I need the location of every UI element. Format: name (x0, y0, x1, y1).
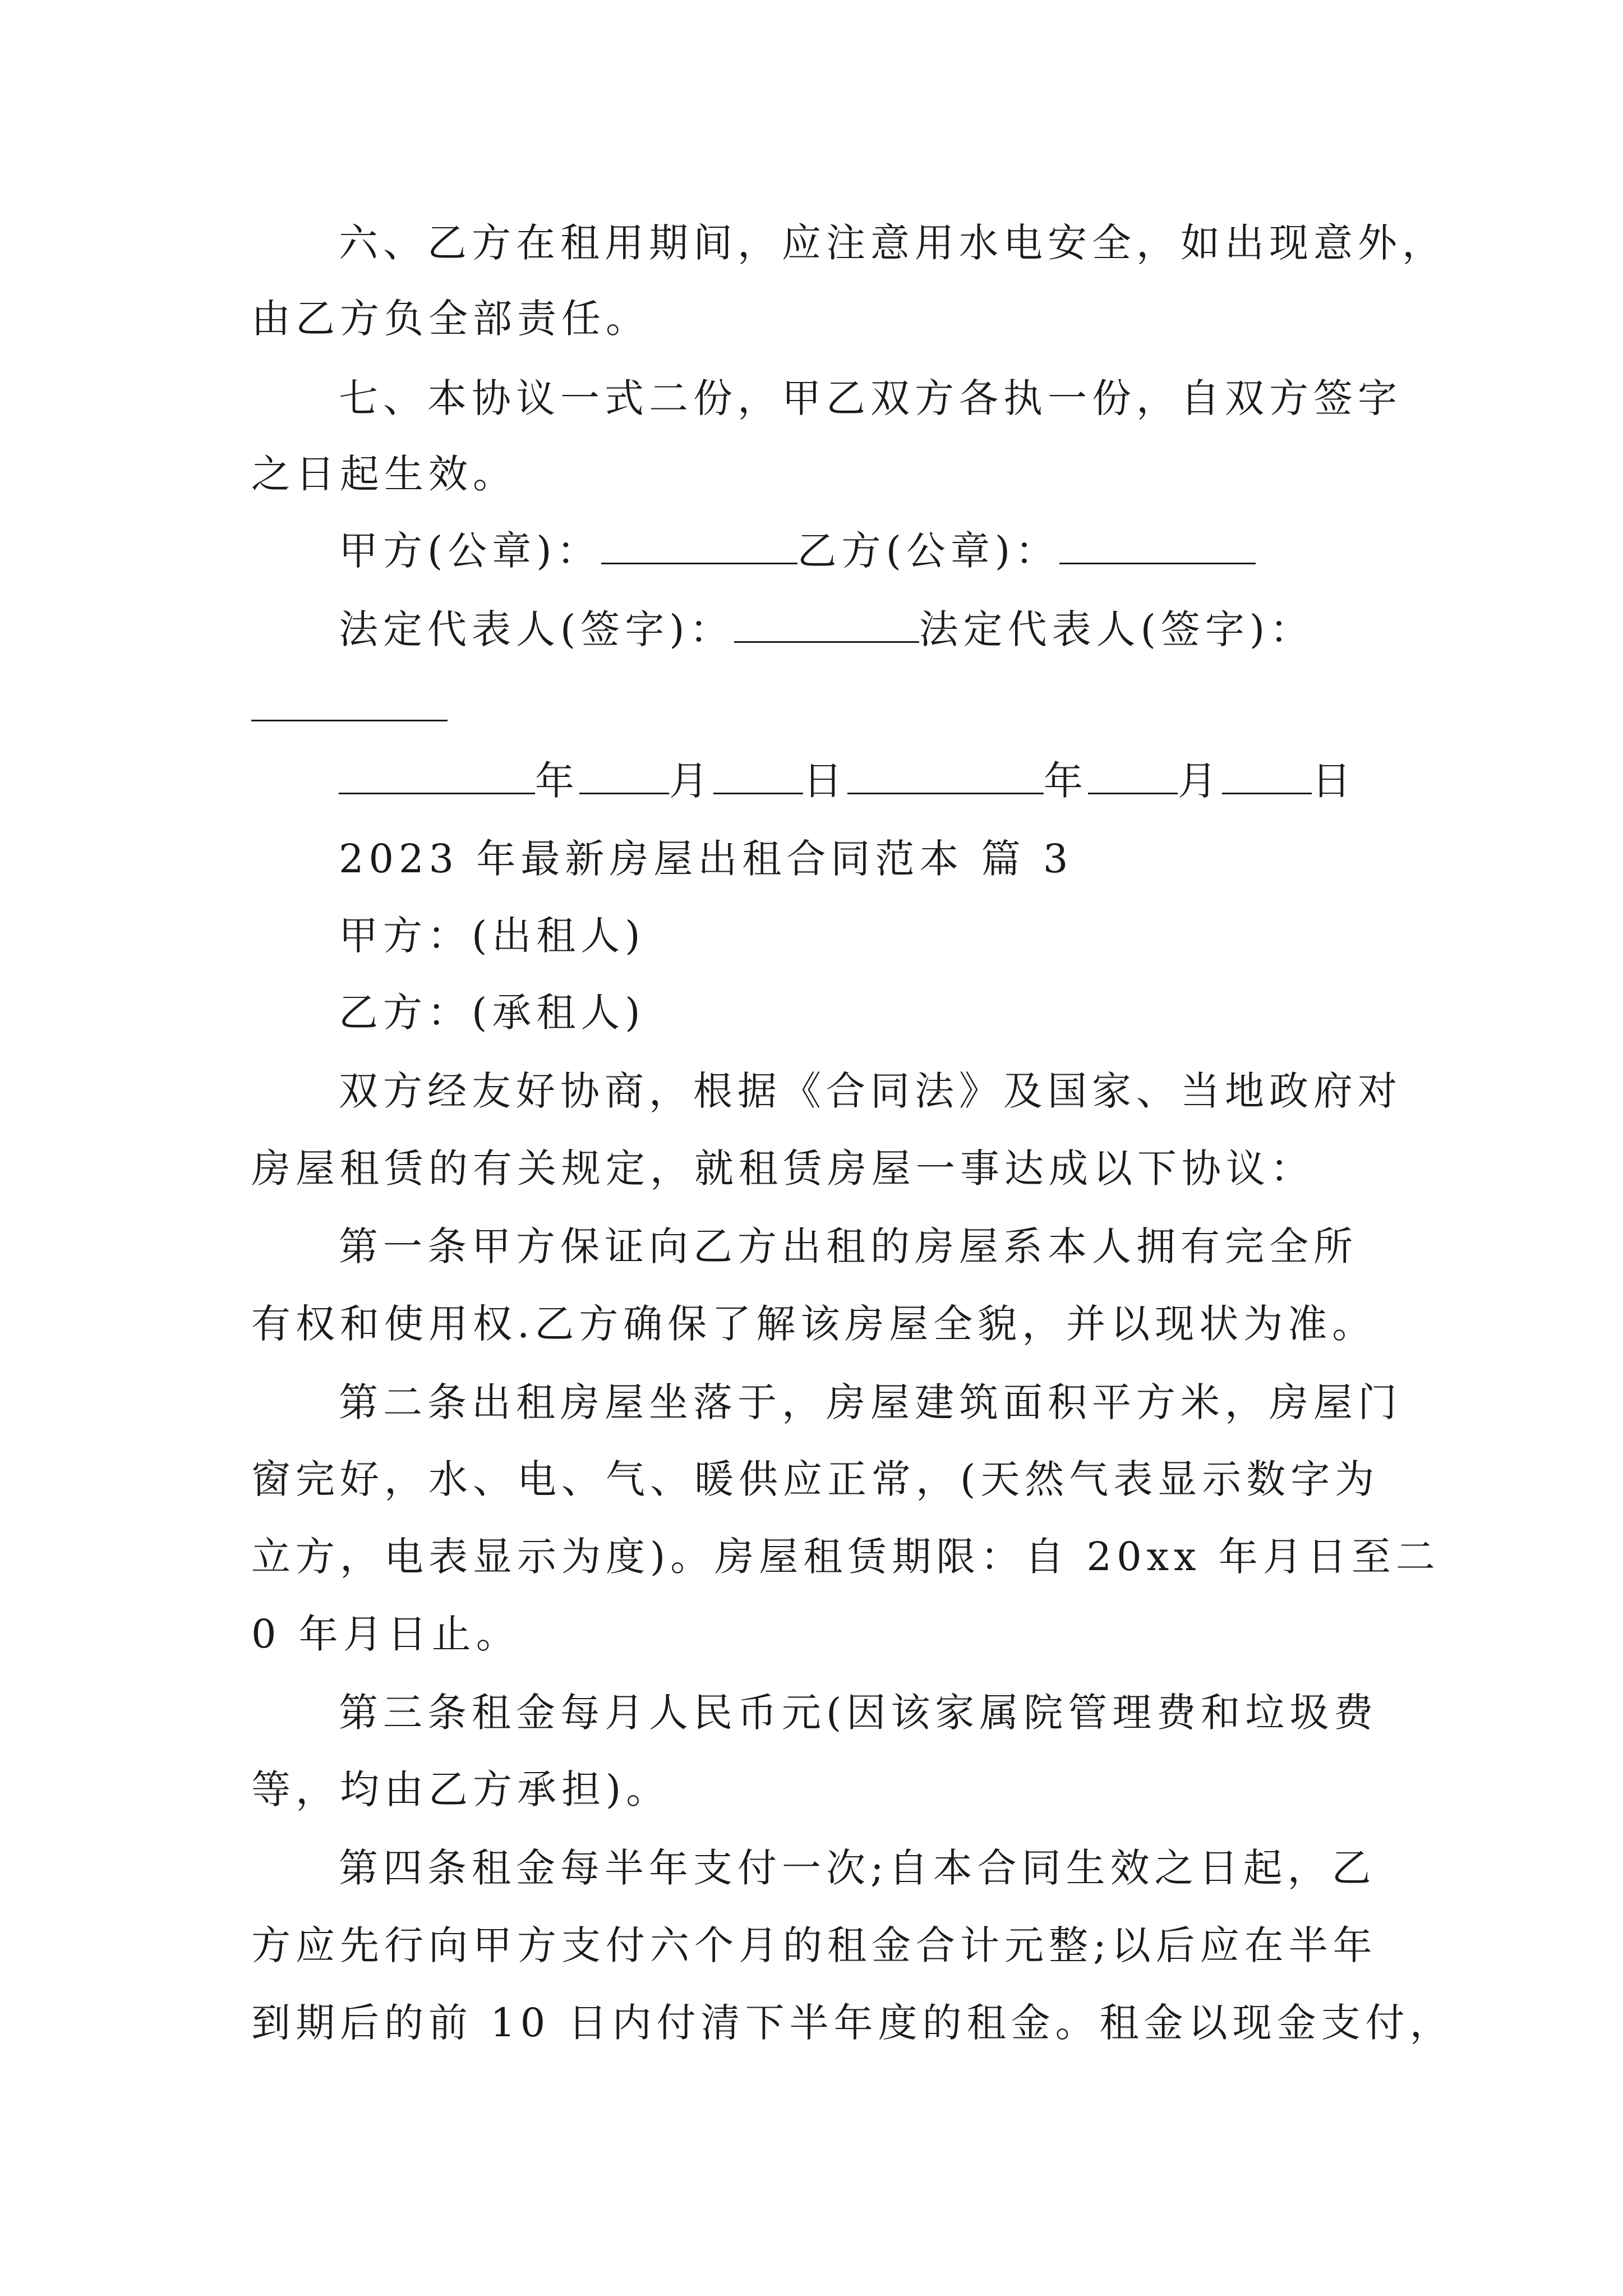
article-three-line-2: 等，均由乙方承担)。 (251, 1766, 671, 1812)
clause-seven-line-2: 之日起生效。 (251, 451, 517, 497)
article-one-line-2: 有权和使用权.乙方确保了解该房屋全貌，并以现状为准。 (251, 1301, 1377, 1347)
intro-line-2: 房屋租赁的有关规定，就租赁房屋一事达成以下协议： (251, 1145, 1315, 1191)
party-b-seal-blank (1059, 530, 1256, 564)
date-b-year: 年 (1044, 758, 1088, 804)
party-a-seal-label: 甲方(公章)： (339, 528, 601, 574)
date-line (339, 758, 1356, 804)
clause-six-line-1: 六、乙方在租用期间，应注意用水电安全，如出现意外， (339, 220, 1446, 266)
date-a-year: 年 (535, 758, 579, 804)
article-two-line-3: 立方，电表显示为度)。房屋租赁期限：自 20xx 年月日至二 (251, 1534, 1440, 1580)
article-one-line-1: 第一条甲方保证向乙方出租的房屋系本人拥有完全所 (339, 1223, 1358, 1269)
article-four-line-3: 到期后的前 10 日内付清下半年度的租金。租金以现金支付， (251, 2000, 1454, 2046)
legal-rep-b-blank-line (251, 687, 448, 728)
legal-rep-label-b: 法定代表人(签字)： (919, 606, 1315, 652)
article-four-line-1: 第四条租金每半年支付一次;自本合同生效之日起，乙 (339, 1845, 1376, 1891)
date-b-day-blank (1222, 760, 1312, 794)
clause-six-line-2: 由乙方负全部责任。 (251, 296, 650, 342)
article-two-line-4: 0 年月日止。 (251, 1611, 520, 1657)
clause-seven-line-1: 七、本协议一式二份，甲乙双方各执一份，自双方签字 (339, 375, 1402, 421)
date-a-year-blank (339, 760, 535, 794)
article-two-line-1: 第二条出租房屋坐落于，房屋建筑面积平方米，房屋门 (339, 1379, 1402, 1425)
party-b-seal-label: 乙方(公章)： (797, 528, 1060, 574)
article-three-line-1: 第三条租金每月人民币元(因该家属院管理费和垃圾费 (339, 1690, 1378, 1736)
date-a-day-blank (713, 760, 803, 794)
article-four-line-2: 方应先行向甲方支付六个月的租金合计元整;以后应在半年 (251, 1922, 1377, 1968)
date-b-year-blank (847, 760, 1044, 794)
party-b-line: 乙方：(承租人) (339, 990, 645, 1036)
date-b-month: 月 (1178, 758, 1222, 804)
article-two-line-2: 窗完好，水、电、气、暖供应正常，(天然气表显示数字为 (251, 1456, 1380, 1502)
legal-rep-a-blank (734, 609, 919, 643)
intro-line-1: 双方经友好协商，根据《合同法》及国家、当地政府对 (339, 1068, 1402, 1114)
date-a-month: 月 (669, 758, 713, 804)
legal-rep-label-a: 法定代表人(签字)： (339, 606, 734, 652)
date-a-month-blank (579, 760, 669, 794)
seal-signature-line (339, 528, 1256, 574)
party-a-line: 甲方：(出租人) (339, 913, 645, 959)
legal-rep-b-blank (251, 687, 448, 721)
date-b-month-blank (1088, 760, 1178, 794)
party-a-seal-blank (601, 530, 797, 564)
date-a-day: 日 (803, 758, 847, 804)
date-b-day: 日 (1312, 758, 1356, 804)
legal-rep-signature-line (339, 606, 1315, 652)
section-title: 2023 年最新房屋出租合同范本 篇 3 (339, 836, 1073, 882)
